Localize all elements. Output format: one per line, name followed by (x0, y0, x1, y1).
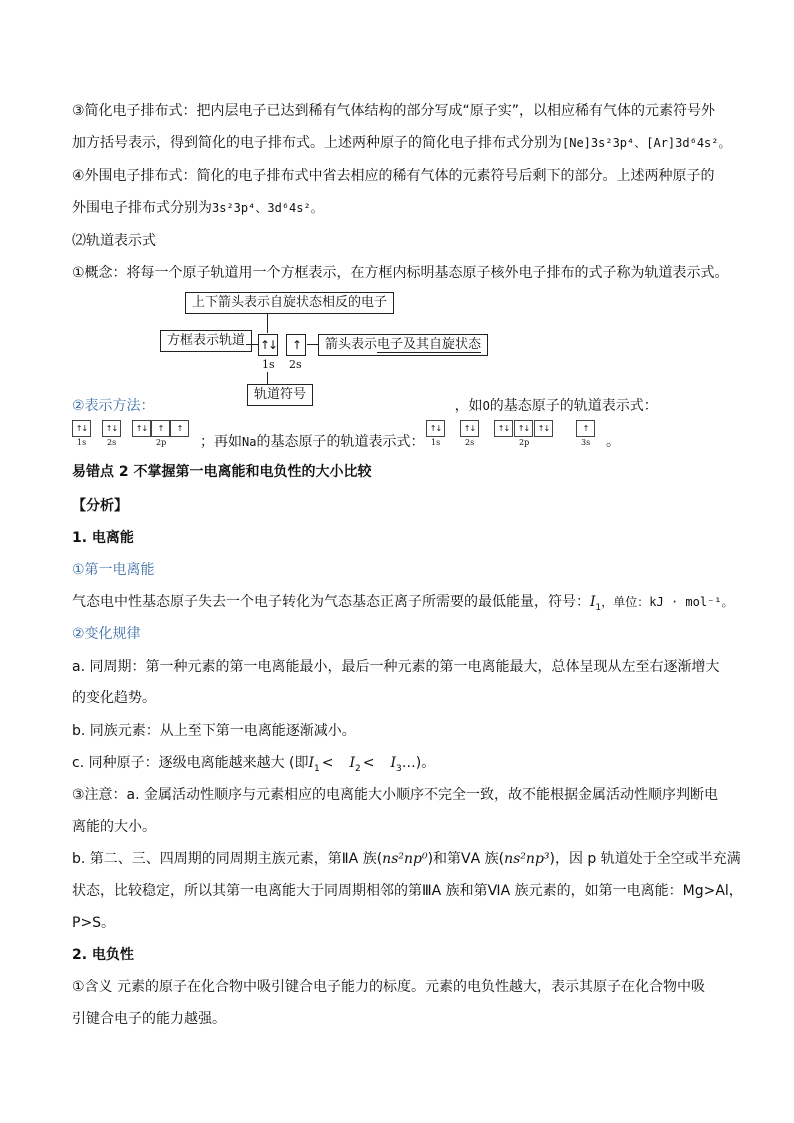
line-simplified-config-2: 加方括号表示，得到简化的电子排布式。上述两种原子的简化电子排布式分别为[Ne]3s²3p⁴、[Ar]3d⁶4s²。 (72, 135, 731, 151)
line-same-group: b. 同族元素：从上至下第一电离能逐渐减小。 (72, 723, 356, 739)
line-note: ③注意：a. 金属活动性顺序与元素相应的电离能大小顺序不完全一致，故不能根据金属活动性顺序判断电 (72, 787, 719, 803)
line-concept: ①概念：将每一个原子轨道用一个方框表示，在方框内标明基态原子核外电子排布的式子称为轨道表示式。 (72, 265, 729, 281)
line-simplified-config: ③简化电子排布式：把内层电子已达到稀有气体结构的部分写成“原子实”，以相应稀有气体的元素符号外 (72, 103, 716, 119)
orbital-diagram-figure (160, 292, 480, 410)
line-en-definition: ①含义 元素的原子在化合物中吸引键合电子能力的标度。元素的电负性越大，表示其原子在化合物中吸 (72, 979, 705, 995)
na-cell-3s: ↑ (576, 420, 595, 437)
heading-orbital-diagram: ⑵轨道表示式 (72, 233, 156, 249)
na-label-1s: 1s (431, 438, 441, 447)
line-period-groups-3: P>S。 (72, 915, 116, 931)
line-outer-config-2: 外围电子排布式分别为3s²3p⁴、3d⁶4s²。 (72, 200, 323, 216)
na-label-2p: 2p (519, 438, 530, 447)
orbital-box-2s: ↑ (286, 334, 306, 356)
line-note-2: 离能的大小。 (72, 819, 156, 835)
na-label-2s: 2s (465, 438, 475, 447)
sodium-orbital-diagram (426, 420, 606, 450)
line-outer-config: ④外围电子排布式：简化的电子排布式中省去相应的稀有气体的元素符号后剩下的部分。上述两种原子的 (72, 168, 715, 184)
callout-right: 箭头表示电子及其自旋状态 (318, 334, 488, 356)
o-label-2p: 2p (156, 438, 167, 447)
na-cell-2p-2: ↑↓ (514, 420, 533, 437)
line-na-intro: ；再如Na的基态原子的轨道表示式： (200, 434, 425, 450)
o-label-2s: 2s (107, 438, 117, 447)
callout-bottom: 轨道符号 (247, 384, 313, 406)
connector-left (246, 344, 258, 345)
o-cell-2p-1: ↑↓ (132, 420, 151, 437)
line-same-period-2: 的变化趋势。 (72, 690, 156, 706)
label-1s: 1s (262, 358, 275, 371)
line-same-atom: c. 同种原子：逐级电离能越来越大 (即$I_1 < I_2$ < $I_3\dots$)。 (72, 755, 436, 774)
section-title-error-2: 易错点 2 不掌握第一电离能和电负性的大小比较 (72, 464, 372, 480)
na-cell-1s: ↑↓ (426, 420, 445, 437)
label-2s: 2s (289, 358, 302, 371)
o-label-1s: 1s (77, 438, 87, 447)
heading-first-ionization: ①第一电离能 (72, 562, 155, 578)
line-period-groups: b. 第二、三、四周期的同周期主族元素，第ⅡA 族(ns²np⁰)和第ⅤA 族(ns²np³)，因 p 轨道处于全空或半充满 (72, 851, 741, 867)
line-same-period: a. 同周期：第一种元素的第一电离能最小，最后一种元素的第一电离能最大，总体呈现从左至右逐渐增大 (72, 659, 720, 675)
line-ie-definition: 气态电中性基态原子失去一个电子转化为气态基态正离子所需要的最低能量，符号：$I_1$，单位：kJ · mol⁻¹。 (72, 594, 734, 613)
heading-analysis: 【分析】 (72, 498, 128, 514)
line-en-definition-2: 引键合电子的能力越强。 (72, 1011, 226, 1027)
heading-electronegativity: 2. 电负性 (72, 947, 134, 963)
line-period-groups-2: 状态，比较稳定，所以其第一电离能大于同周期相邻的第ⅢA 族和第ⅥA 族元素的，如第一电离能：Mg>Al， (72, 883, 743, 899)
line-method: ②表示方法： ，如O的基态原子的轨道表示式： (72, 398, 658, 414)
callout-top: 上下箭头表示自旋状态相反的电子 (185, 292, 394, 314)
heading-ionization-energy: 1. 电离能 (72, 530, 134, 546)
na-cell-2p-1: ↑↓ (494, 420, 513, 437)
o-cell-2p-2: ↑ (151, 420, 170, 437)
connector-bottom (267, 372, 268, 384)
o-cell-1s: ↑↓ (72, 420, 91, 437)
na-label-3s: 3s (581, 438, 591, 447)
o-cell-2p-3: ↑ (170, 420, 189, 437)
na-cell-2p-3: ↑↓ (534, 420, 553, 437)
na-cell-2s: ↑↓ (460, 420, 479, 437)
connector-top (267, 313, 268, 333)
orbital-box-1s: ↑↓ (258, 334, 278, 356)
callout-left: 方框表示轨道 (160, 330, 252, 352)
oxygen-orbital-diagram (72, 420, 212, 450)
o-cell-2s: ↑↓ (102, 420, 121, 437)
connector-right (307, 344, 318, 345)
heading-trends: ②变化规律 (72, 626, 141, 642)
line-na-end: 。 (606, 434, 620, 450)
